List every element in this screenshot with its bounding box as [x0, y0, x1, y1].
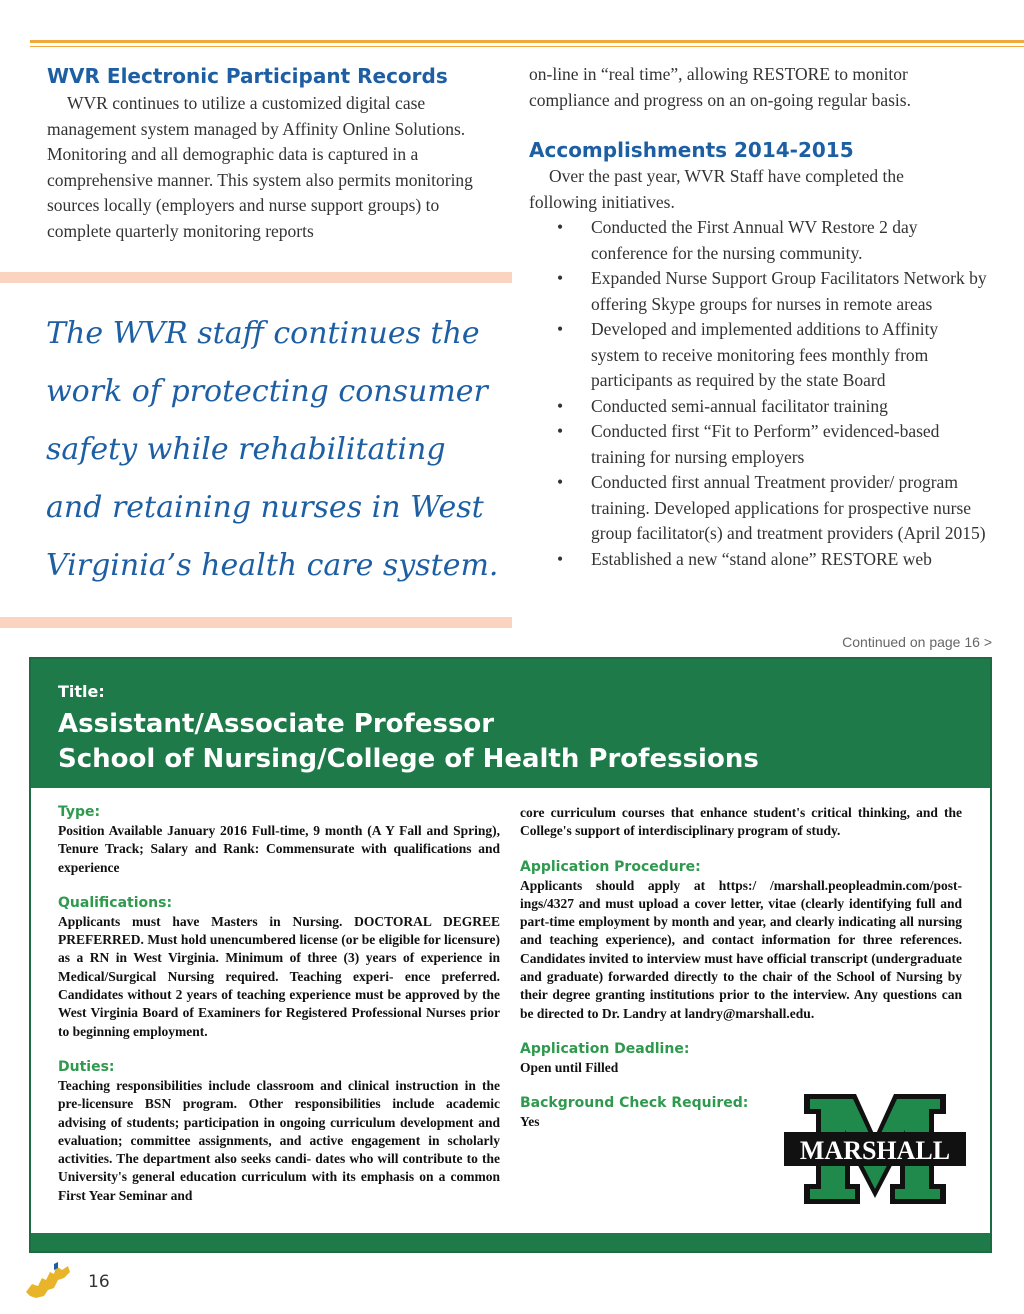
accomplishments-intro: Over the past year, WVR Staff have completed the following initiatives. [529, 166, 904, 212]
duties-continued: core curriculum courses that enhance student's critical thinking, and the College's support of interdisciplinary program of study. [520, 805, 962, 839]
list-item: • Expanded Nurse Support Group Facilitators Network by offering Skype groups for nurses in remote areas [557, 268, 987, 314]
list-item: • Conducted semi-annual facilitator training [557, 395, 888, 416]
pull-quote: The WVR staff continues the work of protecting consumer safety while rehabilitating and retaining nurses in West Virginia’s health care system. [46, 316, 499, 583]
job-title-line1: Assistant/Associate Professor [58, 709, 495, 739]
background-check-text: Yes [520, 1114, 540, 1130]
job-right-column [520, 804, 962, 1132]
job-footer-band [31, 1233, 990, 1251]
job-title-line2: School of Nursing/College of Health Professions [58, 744, 759, 774]
accomplishments-heading: Accomplishments 2014-2015 [529, 138, 854, 162]
duties-heading: Duties: [58, 1058, 115, 1075]
list-item: • Conducted the First Annual WV Restore 2 day conference for the nursing community. [557, 217, 918, 263]
procedure-heading: Application Procedure: [520, 858, 701, 875]
top-rule [30, 40, 1024, 43]
continued-link[interactable]: Continued on page 16 > [842, 634, 992, 650]
continuation-text: on-line in “real time”, allowing RESTORE to monitor compliance and progress on an on-going regular basis. [529, 64, 911, 110]
list-item: • Conducted first annual Treatment provider/ program training. Developed applications for prospective nurse group facilitator(s) and treatment providers (April 2015) [557, 472, 986, 543]
list-item: • Developed and implemented additions to Affinity system to receive monitoring fees monthly from participants as required by the state Board [557, 319, 939, 390]
background-check-heading: Background Check Required: [520, 1095, 749, 1112]
type-text: Position Available January 2016 Full-time, 9 month (A Y Fall and Spring), Tenure Track; Salary and Rank: Commensurate with qualifications and experience [58, 823, 500, 875]
procedure-text: Applicants should apply at https:/ /marshall.peopleadmin.com/post- ings/4327 and must upload a cover letter, vitae (clearly identifying full and part-time employment by month and year, and clearly indicating all nursing and teaching experience), and contact information for three references. Candidates invited to interview must have official transcript (undergraduate and graduate) forwarded directly to the chair of the School of Nursing by their degree granting institutions prior to the interview. Any questions can be directed to Dr. Landry at landry@marshall.edu. [520, 877, 962, 1021]
qualifications-heading: Qualifications: [58, 894, 173, 911]
records-heading: WVR Electronic Participant Records [47, 64, 448, 88]
top-rule-thin [30, 46, 1024, 47]
deadline-heading: Application Deadline: [520, 1040, 690, 1057]
job-title [58, 707, 759, 777]
job-left-column [58, 804, 500, 1205]
quote-band-bottom [0, 617, 512, 628]
accomplishments-list [529, 215, 989, 572]
list-item: • Conducted first “Fit to Perform” evidenced-based training for nursing employers [557, 421, 940, 467]
list-item: • Established a new “stand alone” RESTORE web [557, 548, 932, 569]
deadline-text: Open until Filled [520, 1059, 619, 1075]
duties-text: Teaching responsibilities include classroom and clinical instruction in the pre-licensure BSN program. Other responsibilities include academic advising of students; participation in ongoing curriculum development and evaluation; committee assignments, and active engagement in scholarly activities. The department also seeks candi- dates who will contribute to the University's general education curriculum with its emphasis on a common First Year Seminar and [58, 1077, 500, 1203]
quote-band-top [0, 272, 512, 283]
qualifications-text: Applicants must have Masters in Nursing. DOCTORAL DEGREE PREFERRED. Must hold unencumbered license (or be eligible for licensure) as a RN in West Virginia. Minimum of three (3) years of experience in Medical/Surgical Nursing required. Teaching experi- ence preferred. Candidates without 2 years of teaching experience must be approved by the West Virginia Board of Examiners for Registered Professional Nurses prior to beginning employment. [58, 913, 500, 1039]
type-heading: Type: [58, 804, 101, 820]
page-number: 16 [88, 1272, 110, 1292]
records-paragraph: WVR continues to utilize a customized digital case management system managed by Affinity Online Solutions. Monitoring and all demographic data is captured in a comprehensive manner. This system also permits monitoring sources locally (employers and nurse support groups) to complete quarterly monitoring reports [47, 93, 473, 241]
marshall-logo [784, 1088, 966, 1210]
west-virginia-state-icon [24, 1262, 72, 1300]
job-title-label: Title: [58, 682, 105, 701]
logo-wordmark: MARSHALL [799, 1136, 951, 1165]
